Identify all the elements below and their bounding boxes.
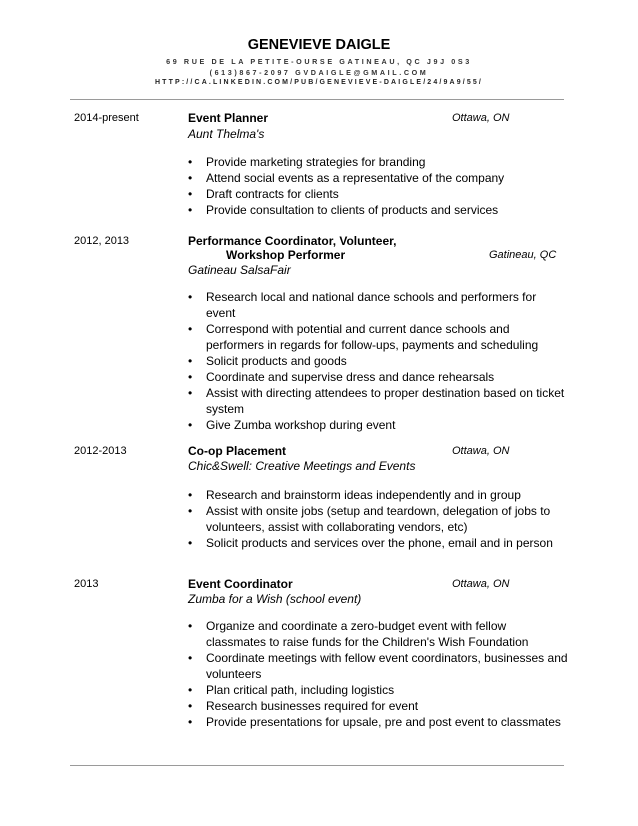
job-date: 2013	[74, 578, 99, 590]
job-title: Co-op Placement	[188, 444, 287, 458]
job-organization: Gatineau SalsaFair	[188, 263, 291, 277]
phone-email-line: (613)867-2097 GVDAIGLE@GMAIL.COM	[209, 68, 429, 77]
job-title: Event Coordinator	[188, 577, 293, 591]
job-date: 2012, 2013	[74, 235, 130, 247]
job-bullet: • Assist with onsite jobs (setup and teardown, delegation of jobs to volunteers, assist with collaborating vendors, etc)	[188, 503, 568, 535]
linkedin-link[interactable]: HTTP://CA.LINKEDIN.COM/PUB/GENEVIEVE-DAIGLE/24/9A9/55/	[154, 79, 484, 86]
header-divider	[70, 99, 564, 100]
job-bullet: • Provide marketing strategies for branding	[188, 154, 568, 170]
job-location: Ottawa, ON	[452, 112, 510, 124]
job-bullet: • Research and brainstorm ideas independently and in group	[188, 487, 568, 503]
job-bullet: • Coordinate meetings with fellow event coordinators, businesses and volunteers	[188, 650, 568, 682]
job-bullet: • Provide presentations for upsale, pre and post event to classmates	[188, 714, 568, 730]
job-bullet-list	[188, 618, 568, 730]
job-organization: Zumba for a Wish (school event)	[188, 592, 362, 606]
job-bullet: • Research local and national dance schools and performers for event	[188, 289, 568, 321]
job-location: Ottawa, ON	[452, 445, 510, 457]
footer-divider	[70, 765, 564, 766]
job-title: Event Planner	[188, 111, 269, 125]
job-bullet: • Draft contracts for clients	[188, 186, 568, 202]
job-bullet: • Coordinate and supervise dress and dance rehearsals	[188, 369, 568, 385]
job-bullet: • Research businesses required for event	[188, 698, 568, 714]
job-title-continued: Workshop Performer	[226, 248, 346, 262]
job-date: 2014-present	[74, 112, 139, 124]
job-bullet-list	[188, 487, 568, 551]
job-bullet-list	[188, 289, 568, 433]
job-organization: Aunt Thelma's	[188, 127, 265, 141]
job-location: Ottawa, ON	[452, 578, 510, 590]
job-bullet-list	[188, 154, 568, 218]
job-bullet: • Provide consultation to clients of products and services	[188, 202, 568, 218]
job-bullet: • Plan critical path, including logistics	[188, 682, 568, 698]
job-organization: Chic&Swell: Creative Meetings and Events	[188, 459, 416, 473]
job-bullet: • Correspond with potential and current dance schools and performers in regards for follow-ups, payments and scheduling	[188, 321, 568, 353]
job-bullet: • Solicit products and goods	[188, 353, 568, 369]
job-location: Gatineau, QC	[489, 249, 557, 261]
job-bullet: • Give Zumba workshop during event	[188, 417, 568, 433]
job-bullet: • Organize and coordinate a zero-budget event with fellow classmates to raise funds for the Children's Wish Foundation	[188, 618, 568, 650]
resume-name: GENEVIEVE DAIGLE	[247, 37, 391, 53]
job-bullet: • Assist with directing attendees to proper destination based on ticket system	[188, 385, 568, 417]
job-bullet: • Solicit products and services over the phone, email and in person	[188, 535, 568, 551]
job-bullet: • Attend social events as a representative of the company	[188, 170, 568, 186]
job-title: Performance Coordinator, Volunteer,	[188, 234, 397, 248]
address-line: 69 RUE DE LA PETITE-OURSE GATINEAU, QC J9J 0S3	[166, 57, 472, 66]
job-date: 2012-2013	[74, 445, 127, 457]
